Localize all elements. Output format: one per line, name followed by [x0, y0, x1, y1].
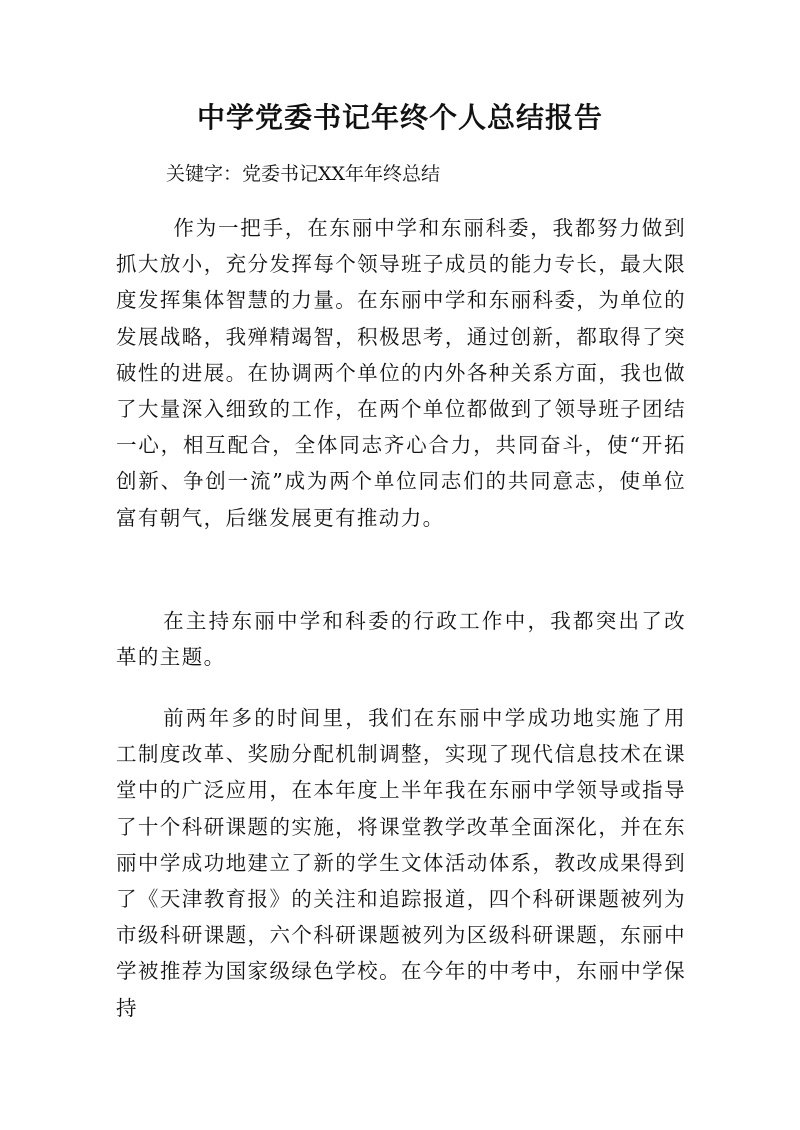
paragraph-2: 在主持东丽中学和科委的行政工作中，我都突出了改革的主题。	[116, 609, 686, 670]
document-title: 中学党委书记年终个人总结报告	[196, 101, 603, 134]
paragraph-3: 前两年多的时间里，我们在东丽中学成功地实施了用工制度改革、奖励分配机制调整，实现了现代信息技术在课堂中的广泛应用，在本年度上半年我在东丽中学领导或指导了十个科研课题的实施，将课堂教学改革全面深化，并在东丽中学成功地建立了新的学生文体活动体系，教改成果得到了《天津教育报》的关注和追踪报道，四个科研课题被列为市级科研课题，六个科研课题被列为区级科研课题，东丽中学被推荐为国家级绿色学校。在今年的中考中，东丽中学保持	[116, 706, 686, 1020]
paragraph-1: 作为一把手，在东丽中学和东丽科委，我都努力做到抓大放小，充分发挥每个领导班子成员的能力专长，最大限度发挥集体智慧的力量。在东丽中学和东丽科委，为单位的发展战略，我殚精竭智，积极思考，通过创新，都取得了突破性的进展。在协调两个单位的内外各种关系方面，我也做了大量深入细致的工作，在两个单位都做到了领导班子团结一心，相互配合，全体同志齐心合力，共同奋斗，使“开拓创新、争创一流”成为两个单位同志们的共同意志，使单位富有朝气，后继发展更有推动力。	[116, 216, 686, 530]
keywords-line: 关键字：党委书记XX年年终总结	[166, 163, 441, 185]
